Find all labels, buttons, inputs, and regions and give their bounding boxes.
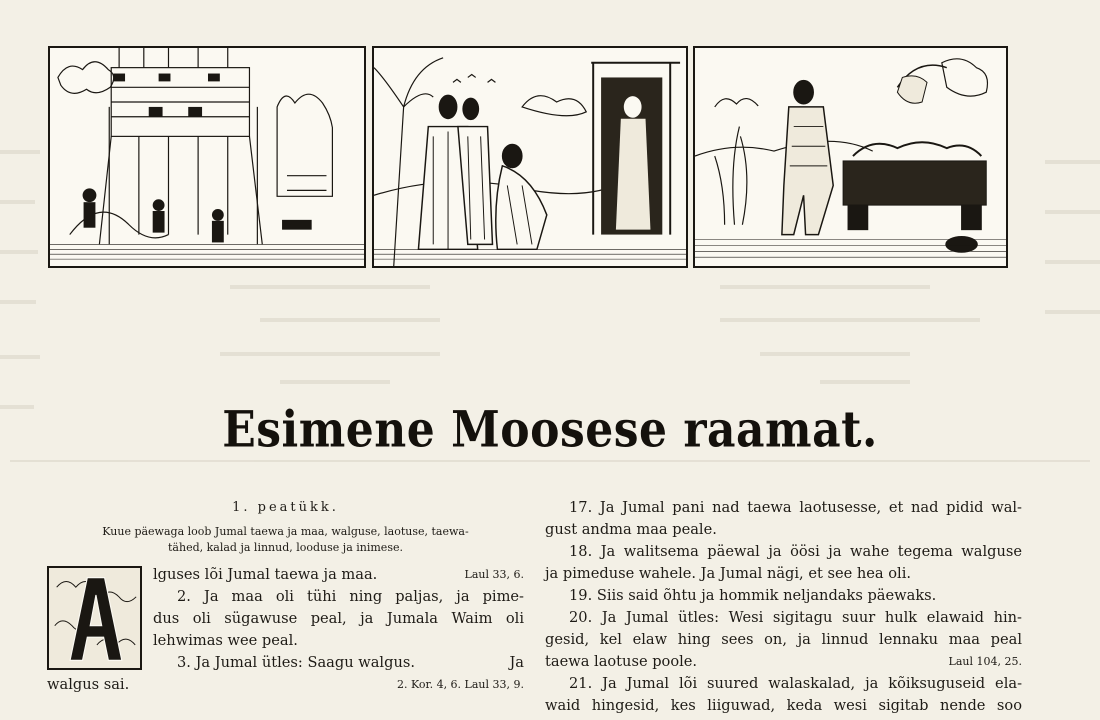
verse-2-line-3: lehwimas wee peal. — [153, 632, 298, 649]
verse-3-line-1: 3. Ja Jumal ütles: Saagu walgus. Ja — [177, 654, 524, 671]
verse-2-line-2: dus oli sügawuse peal, ja Jumala Waim oli — [153, 610, 524, 627]
chapter-summary — [47, 524, 524, 556]
abraham-and-angels-woodcut — [372, 46, 688, 268]
verse-block-1-3 — [47, 564, 524, 674]
verse-20-line-3: taewa laotuse poole. Laul 104, 25. — [545, 651, 1022, 673]
book-title: Esimene Moosese raamat. — [222, 401, 878, 460]
verse-19: 19. Siis said õhtu ja hommik neljandaks päewaks. — [569, 587, 937, 604]
left-column — [47, 497, 524, 696]
chapter-heading: 1. peatükk. — [232, 500, 339, 515]
verse-20-line-2: gesid, kel elaw hing sees on, ja linnud lennaku maa peal — [545, 631, 1022, 648]
sacrifice-of-isaac-woodcut — [693, 46, 1008, 268]
verse-17-line-1: 17. Ja Jumal pani nad taewa laotusesse, et nad pidid wal- — [569, 499, 1022, 516]
verse-20-reference: Laul 104, 25. — [948, 655, 1022, 668]
verse-1: lguses lõi Jumal taewa ja maa. Laul 33, 6. — [153, 564, 524, 586]
summary-line-1: Kuue päewaga loob Jumal taewa ja maa, walguse, laotuse, taewa- — [102, 525, 469, 538]
verse-21-line-2: waid hingesid, kes liiguwad, keda wesi sigitab nende soo — [545, 697, 1022, 714]
verse-2-line-1: 2. Ja maa oli tühi ning paljas, ja pime- — [177, 588, 524, 605]
tower-of-babel-woodcut — [48, 46, 366, 268]
verse-17-line-2: gust andma maa peale. — [545, 521, 717, 538]
verse-21-line-1: 21. Ja Jumal lõi suured walaskalad, ja kõiksuguseid ela- — [569, 675, 1022, 692]
verse-18-line-2: ja pimeduse wahele. Ja Jumal nägi, et see hea oli. — [545, 565, 912, 582]
verse-20-line-1: 20. Ja Jumal ütles: Wesi sigitagu suur hulk elawaid hin- — [569, 609, 1022, 626]
verse-1-reference: Laul 33, 6. — [464, 568, 524, 581]
summary-line-2: tähed, kalad ja linnud, looduse ja inimese. — [168, 541, 403, 554]
verse-18-line-1: 18. Ja walitsema päewal ja öösi ja wahe tegema walguse — [569, 543, 1022, 560]
verse-3-reference: 2. Kor. 4, 6. Laul 33, 9. — [396, 678, 524, 691]
right-column — [545, 497, 1022, 717]
ornamental-initial-a — [47, 566, 142, 670]
verse-3-line-2: walgus sai. 2. Kor. 4, 6. Laul 33, 9. — [47, 674, 524, 696]
